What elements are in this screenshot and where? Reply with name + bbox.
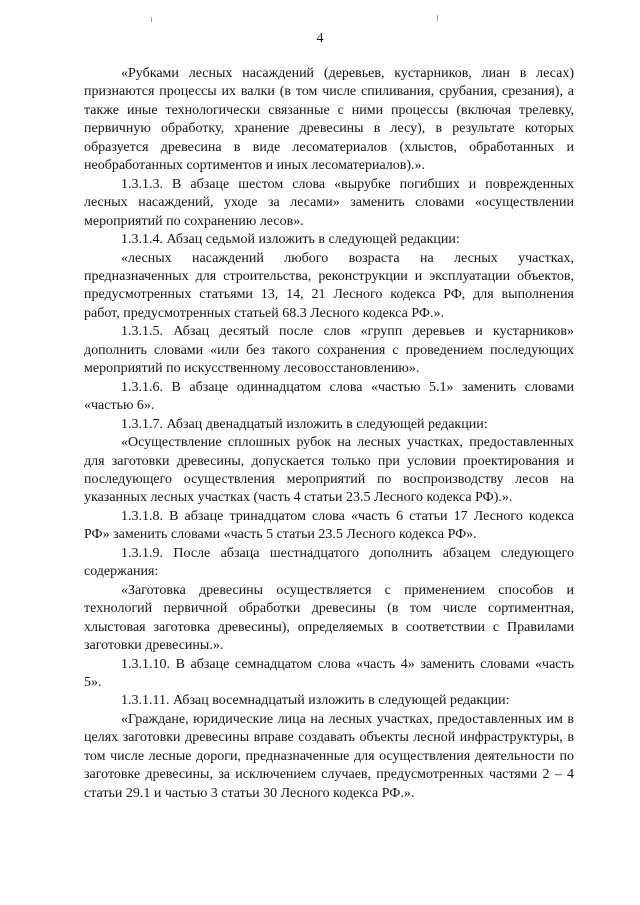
- paragraph-1-3-1-5: 1.3.1.5. Абзац десятый после слов «групп деревьев и кустарников» дополнить словами «или без такого сохранения с проведением последующих мероприятий по искусственному лесовосстановлению».: [84, 324, 574, 377]
- paragraph-quoted-citizens-infrastructure: «Граждане, юридические лица на лесных участках, предоставленных им в целях заготовки древесины вправе создавать объекты лесной инфраструктуры, в том числе лесные дороги, предназначенные для осуществления деятельности по заготовке древесины, за исключением случаев, предусмотренных частями 2 – 4 статьи 29.1 и частью 3 статьи 30 Лесного кодекса РФ.».: [84, 711, 574, 801]
- paragraph-1-3-1-9: 1.3.1.9. После абзаца шестнадцатого дополнить абзацем следующего содержания:: [84, 545, 574, 580]
- page-number: 4: [316, 31, 324, 46]
- paragraph-1-3-1-8: 1.3.1.8. В абзаце тринадцатом слова «часть 6 статьи 17 Лесного кодекса РФ» заменить словами «часть 5 статьи 23.5 Лесного кодекса РФ».: [84, 508, 574, 543]
- paragraph-1-3-1-10: 1.3.1.10. В абзаце семнадцатом слова «часть 4» заменить словами «часть 5».: [84, 656, 574, 690]
- paragraph-1-3-1-11: 1.3.1.11. Абзац восемнадцатый изложить в следующей редакции:: [121, 693, 510, 709]
- paragraph-quoted-forest-plantations: «лесных насаждений любого возраста на лесных участках, предназначенных для строительства, реконструкции и эксплуатации объектов, предусмотренных статьями 13, 14, 21 Лесного кодекса РФ, для выполнения работ, предусмотренных статьей 68.3 Лесного кодекса РФ.».: [84, 250, 574, 321]
- paragraph-1-3-1-6: 1.3.1.6. В абзаце одиннадцатом слова «частью 5.1» заменить словами «частью 6».: [84, 379, 574, 414]
- scan-speck: [437, 15, 438, 21]
- document-body: [84, 65, 574, 803]
- scan-speck: [151, 17, 152, 22]
- paragraph-1-3-1-7: 1.3.1.7. Абзац двенадцатый изложить в следующей редакции:: [121, 416, 488, 432]
- paragraph-logging-definition: «Рубками лесных насаждений (деревьев, кустарников, лиан в лесах) признаются процессы их валки (в том числе спиливания, срубания, срезания), а также иные технологически связанные с ними процессы (включая трелевку, первичную обработку, хранение древесины в лесу), в результате которых образуется древесина в виде лесоматериалов (хлыстов, обработанных и необработанных сортиментов и иных лесоматериалов).».: [84, 66, 574, 174]
- paragraph-1-3-1-4: 1.3.1.4. Абзац седьмой изложить в следующей редакции:: [121, 232, 460, 248]
- paragraph-1-3-1-3: 1.3.1.3. В абзаце шестом слова «вырубке погибших и поврежденных лесных насаждений, уходе за лесами» заменить словами «осуществлении мероприятий по сохранению лесов».: [84, 176, 574, 229]
- paragraph-quoted-timber-harvesting: «Заготовка древесины осуществляется с применением способов и технологий первичной обработки древесины (в том числе сортиментная, хлыстовая заготовка древесины), определяемых в соответствии с Правилами заготовки древесины.».: [84, 582, 574, 654]
- paragraph-quoted-clear-cutting: «Осуществление сплошных рубок на лесных участках, предоставленных для заготовки древесины, допускается только при условии проектирования и последующего осуществления мероприятий по воспроизводству лесов на указанных лесных участках (часть 4 статьи 23.5 Лесного кодекса РФ).».: [84, 435, 574, 506]
